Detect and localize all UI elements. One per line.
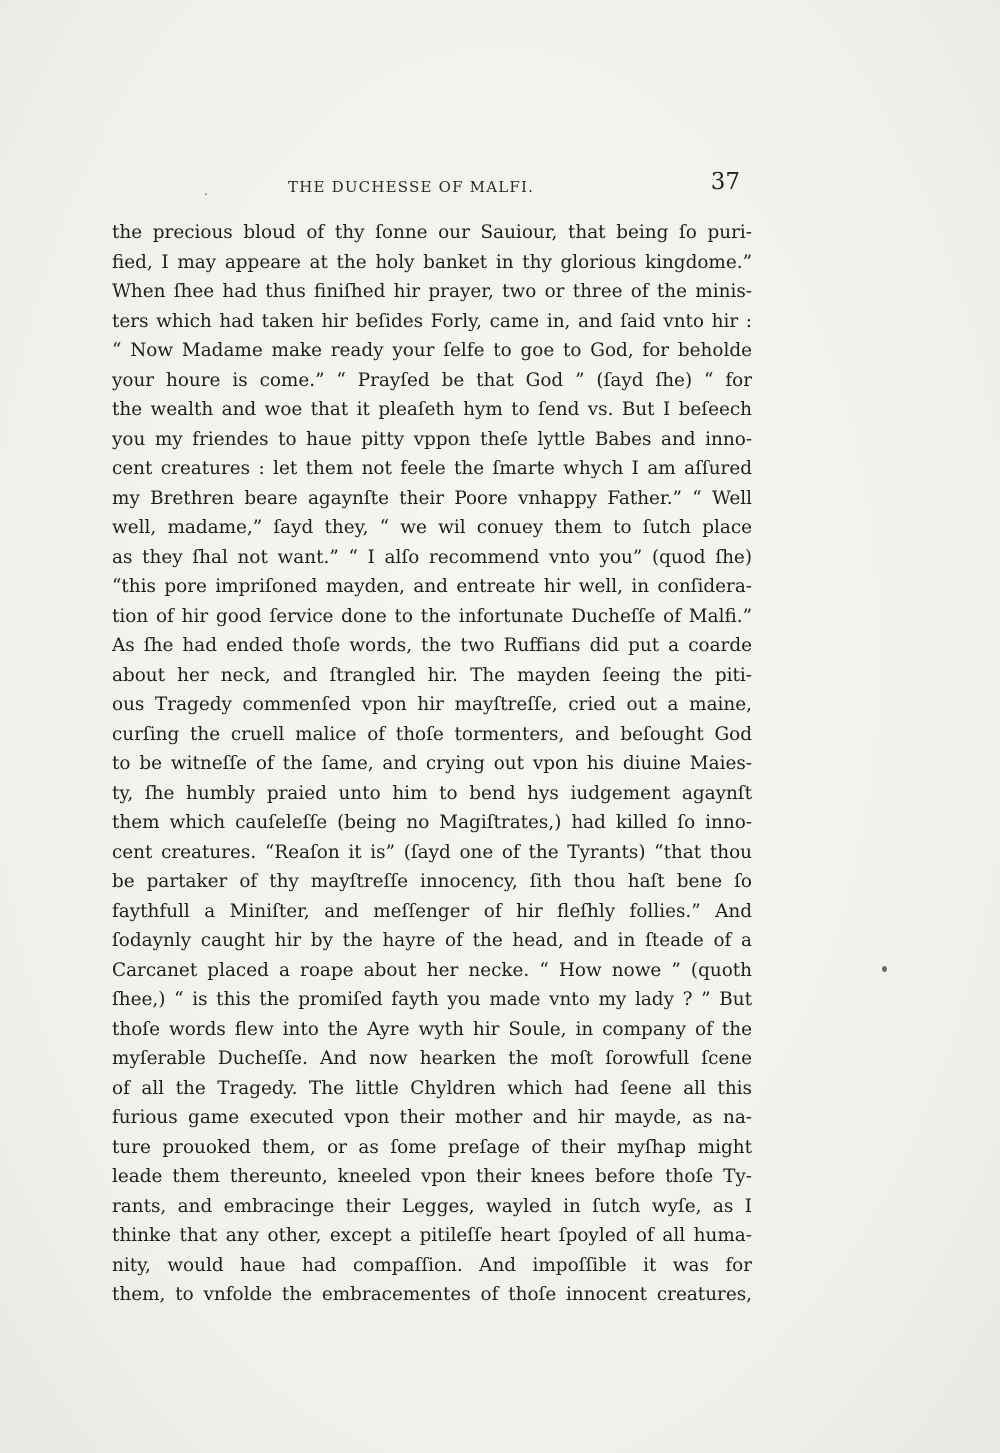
text-line: leade them thereunto, kneeled vpon their knees before thoſe Ty- xyxy=(112,1166,752,1187)
body-text xyxy=(112,218,752,1310)
text-line: curſing the cruell malice of thoſe tormenters, and beſought God xyxy=(112,723,752,745)
text-line: them which cauſeleſſe (being no Magiſtrates,) had killed ſo inno- xyxy=(112,812,752,833)
text-line: When ſhee had thus finiſhed hir prayer, two or three of the minis- xyxy=(112,281,752,302)
text-line: ous Tragedy commenſed vpon hir mayſtreſſe, cried out a maine, xyxy=(112,694,752,715)
text-line: cent creatures : let them not feele the ſmarte whych I am aſſured xyxy=(112,458,752,479)
text-line: you my friendes to haue pitty vppon theſe lyttle Babes and inno- xyxy=(112,428,752,450)
text-line: faythfull a Miniſter, and meſſenger of hir fleſhly follies.” And xyxy=(112,900,752,922)
text-line: my Brethren beare agaynſte their Poore vnhappy Father.” “ Well xyxy=(112,487,752,509)
text-line: “this pore impriſoned mayden, and entreate hir well, in conſidera- xyxy=(112,576,752,597)
text-line: ters which had taken hir beſides Forly, came in, and ſaid vnto hir : xyxy=(112,310,752,332)
text-line: As ſhe had ended thoſe words, the two Ruffians did put a coarde xyxy=(112,635,752,656)
text-line: rants, and embracinge their Legges, wayled in ſutch wyſe, as I xyxy=(112,1195,752,1217)
text-line: ty, ſhe humbly praied unto him to bend hys iudgement agaynſt xyxy=(112,782,752,804)
text-line: myſerable Ducheſſe. And now hearken the moſt ſorowfull ſcene xyxy=(112,1048,752,1069)
text-line: well, madame,” ſayd they, “ we wil conuey them to ſutch place xyxy=(112,517,752,538)
text-line: ſhee,) “ is this the promiſed fayth you made vnto my lady ? ” But xyxy=(112,989,752,1010)
text-line: be partaker of thy mayſtreſſe innocency, ſith thou haſt bene ſo xyxy=(112,871,752,892)
text-line: the wealth and woe that it pleaſeth hym to ſend vs. But I beſeech xyxy=(112,399,752,420)
text-line: of all the Tragedy. The little Chyldren which had ſeene all this xyxy=(112,1077,752,1099)
text-line: fied, I may appeare at the holy banket in thy glorious kingdome.” xyxy=(112,251,752,273)
text-line: furious game executed vpon their mother and hir mayde, as na- xyxy=(112,1107,752,1128)
text-line: as they ſhal not want.” “ I alſo recommend vnto you” (quod ſhe) xyxy=(112,546,752,568)
text-line: to be witneſſe of the ſame, and crying out vpon his diuine Maies- xyxy=(112,753,752,774)
text-line: the precious bloud of thy ſonne our Sauiour, that being ſo puri- xyxy=(112,222,752,243)
text-line: nity, would haue had compaſſion. And impoſſible it was for xyxy=(112,1254,752,1276)
running-title: THE DUCHESSE OF MALFI. xyxy=(288,178,535,196)
text-line: your houre is come.” “ Prayſed be that God ” (ſayd ſhe) “ for xyxy=(112,369,752,391)
page-number: 37 xyxy=(710,169,740,195)
text-line: thinke that any other, except a pitileſſe heart ſpoyled of all huma- xyxy=(112,1225,752,1246)
running-head xyxy=(112,168,752,202)
text-line: cent creatures. “Reaſon it is” (ſayd one of the Tyrants) “that thou xyxy=(112,841,752,863)
text-line: Carcanet placed a roape about her necke. “ How nowe ” (quoth xyxy=(112,959,752,981)
ink-speck xyxy=(882,966,887,972)
text-line: them, to vnfolde the embracementes of thoſe innocent creatures, xyxy=(112,1284,752,1305)
text-line: tion of hir good ſervice done to the infortunate Ducheſſe of Malfi.” xyxy=(112,605,752,627)
text-line: thoſe words flew into the Ayre wyth hir Soule, in company of the xyxy=(112,1018,752,1040)
text-line: “ Now Madame make ready your ſelfe to goe to God, for beholde xyxy=(112,340,752,361)
text-line: ture prouoked them, or as ſome preſage of their myſhap might xyxy=(112,1136,752,1158)
header-dot: . xyxy=(204,184,208,198)
text-line: ſodaynly caught hir by the hayre of the head, and in ſteade of a xyxy=(112,930,752,951)
text-line: about her neck, and ſtrangled hir. The mayden ſeeing the piti- xyxy=(112,664,752,686)
